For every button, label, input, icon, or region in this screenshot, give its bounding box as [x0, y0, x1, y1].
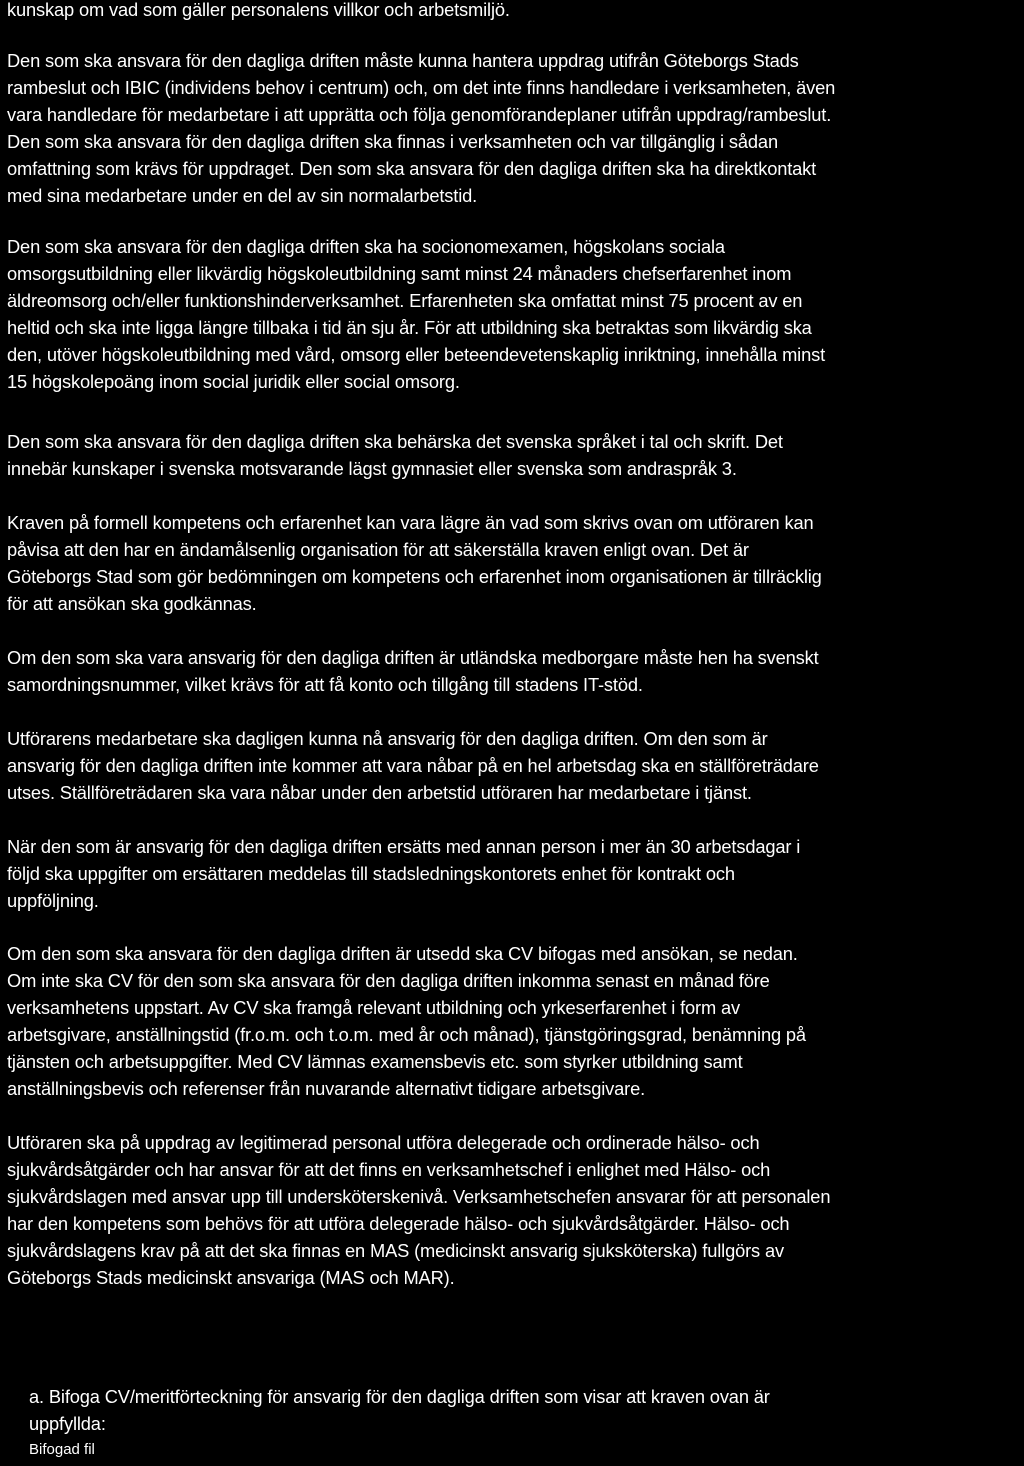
text-line: anställningsbevis och referenser från nuvarande alternativt tidigare arbetsgivare. — [7, 1078, 646, 1099]
text-line: har den kompetens som behövs för att utföra delegerade hälso- och sjukvårdsåtgärder. Hälso- och — [7, 1213, 790, 1234]
paragraph-reachability-deputy — [7, 725, 1021, 806]
paragraph-cv-requirements — [7, 940, 1021, 1102]
text-line: med sina medarbetare under en del av sin normalarbetstid. — [7, 185, 478, 206]
text-line: Göteborgs Stad som gör bedömningen om kompetens och erfarenhet inom organisationen är tillräcklig — [7, 566, 822, 587]
question-line: a. Bifoga CV/meritförteckning för ansvarig för den dagliga driften som visar att kraven ovan är — [29, 1386, 770, 1407]
text-line: Den som ska ansvara för den dagliga driften ska ha socionomexamen, högskolans sociala — [7, 236, 725, 257]
text-line: utses. Ställföreträdaren ska vara nåbar under den arbetstid utföraren har medarbetare i tjänst. — [7, 782, 752, 803]
text-line: vara handledare för medarbetare i att upprätta och följa genomförandeplaner utifrån uppdrag/rambeslut. — [7, 104, 832, 125]
text-line: heltid och ska inte ligga längre tillbaka i tid än sju år. För att utbildning ska betraktas som likvärdig ska — [7, 317, 812, 338]
text-line: omfattning som krävs för uppdraget. Den som ska ansvara för den dagliga driften ska ha direktkontakt — [7, 158, 817, 179]
text-line: samordningsnummer, vilket krävs för att få konto och tillgång till stadens IT-stöd. — [7, 674, 643, 695]
text-line: Den som ska ansvara för den dagliga driften ska behärska det svenska språket i tal och skrift. Det — [7, 431, 783, 452]
text-line: verksamhetens uppstart. Av CV ska framgå relevant utbildning och yrkeserfarenhet i form av — [7, 997, 741, 1018]
text-line: Utföraren ska på uppdrag av legitimerad personal utföra delegerade och ordinerade hälso- och — [7, 1132, 760, 1153]
paragraph-education-requirements — [7, 233, 1021, 395]
paragraph-working-conditions — [7, 0, 1021, 23]
paragraph-health-care-measures — [7, 1129, 1021, 1291]
text-line: Kraven på formell kompetens och erfarenhet kan vara lägre än vad som skrivs ovan om utföraren kan — [7, 512, 814, 533]
question-line: uppfyllda: — [29, 1413, 106, 1434]
text-line: den, utöver högskoleutbildning med vård, omsorg eller beteendevetenskaplig inriktning, innehålla minst — [7, 344, 826, 365]
text-line: Om den som ska ansvara för den dagliga driften är utsedd ska CV bifogas med ansökan, se nedan. — [7, 943, 798, 964]
text-line: för att ansökan ska godkännas. — [7, 593, 257, 614]
text-line: påvisa att den har en ändamålsenlig organisation för att säkerställa kraven enligt ovan. Det är — [7, 539, 749, 560]
text-line: kunskap om vad som gäller personalens villkor och arbetsmiljö. — [7, 0, 510, 20]
text-line: När den som är ansvarig för den dagliga driften ersätts med annan person i mer än 30 arbetsdagar i — [7, 836, 801, 857]
paragraph-competence-exceptions — [7, 509, 1021, 617]
text-line: Utförarens medarbetare ska dagligen kunna nå ansvarig för den dagliga driften. Om den som är — [7, 728, 768, 749]
text-line: Göteborgs Stads medicinskt ansvariga (MAS och MAR). — [7, 1267, 455, 1288]
text-line: Om den som ska vara ansvarig för den dagliga driften är utländska medborgare måste hen ha svenskt — [7, 647, 819, 668]
text-line: rambeslut och IBIC (individens behov i centrum) och, om det inte finns handledare i verksamheten, även — [7, 77, 836, 98]
text-line: innebär kunskaper i svenska motsvarande lägst gymnasiet eller svenska som andraspråk 3. — [7, 458, 737, 479]
question-attach-cv — [29, 1383, 770, 1437]
paragraph-foreign-citizens — [7, 644, 1021, 698]
text-line: Om inte ska CV för den som ska ansvara för den dagliga driften inkomma senast en månad före — [7, 970, 770, 991]
paragraph-language-requirements — [7, 428, 1021, 482]
text-line: arbetsgivare, anställningstid (fr.o.m. och t.o.m. med år och månad), tjänstgöringsgrad, benämning på — [7, 1024, 806, 1045]
text-line: uppföljning. — [7, 890, 99, 911]
text-line: Den som ska ansvara för den dagliga driften måste kunna hantera uppdrag utifrån Göteborgs Stads — [7, 50, 799, 71]
text-line: ansvarig för den dagliga driften inte kommer att vara nåbar på en hel arbetsdag ska en ställföreträdare — [7, 755, 819, 776]
text-line: sjukvårdslagens krav på att det ska finnas en MAS (medicinskt ansvarig sjuksköterska) fullgörs av — [7, 1240, 784, 1261]
paragraph-replacement-notice — [7, 833, 1021, 914]
attached-file-link[interactable]: Bifogad fil — [29, 1441, 95, 1458]
text-line: omsorgsutbildning eller likvärdig högskoleutbildning samt minst 24 månaders chefserfarenhet inom — [7, 263, 792, 284]
text-line: 15 högskolepoäng inom social juridik eller social omsorg. — [7, 371, 460, 392]
text-line: tjänsten och arbetsuppgifter. Med CV lämnas examensbevis etc. som styrker utbildning samt — [7, 1051, 743, 1072]
paragraph-daily-operations-duties — [7, 47, 1021, 209]
text-line: sjukvårdsåtgärder och har ansvar för att det finns en verksamhetschef i enlighet med Hälso- och — [7, 1159, 771, 1180]
text-line: äldreomsorg och/eller funktionshinderverksamhet. Erfarenheten ska omfattat minst 75 procent av en — [7, 290, 803, 311]
text-line: sjukvårdslagen med ansvar upp till undersköterskenivå. Verksamhetschefen ansvarar för att personalen — [7, 1186, 831, 1207]
text-line: följd ska uppgifter om ersättaren meddelas till stadsledningskontorets enhet för kontrakt och — [7, 863, 735, 884]
text-line: Den som ska ansvara för den dagliga driften ska finnas i verksamheten och var tillgänglig i sådan — [7, 131, 778, 152]
